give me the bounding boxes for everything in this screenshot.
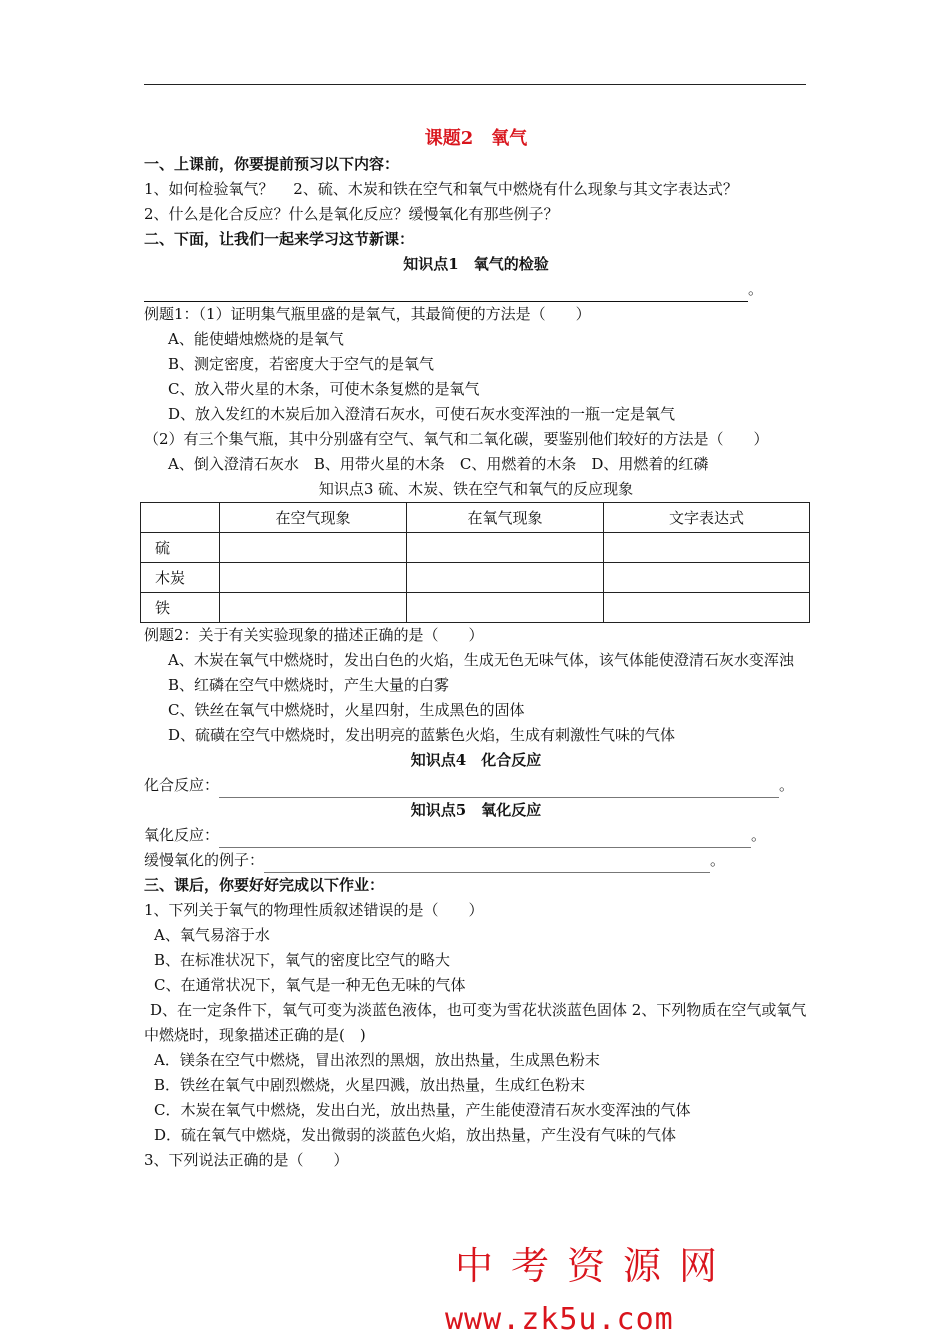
example1-part2: （2）有三个集气瓶，其中分别盛有空气、氧气和二氧化碳，要鉴别他们较好的方法是（ ） <box>144 430 769 448</box>
table-row <box>141 533 810 563</box>
homework-q1-option-a: A、氧气易溶于水 <box>154 926 270 944</box>
kp1-blank[interactable] <box>144 283 748 302</box>
table-row <box>141 593 810 623</box>
example2-stem: 例题2：关于有关实验现象的描述正确的是（ ） <box>144 626 484 644</box>
example1-option-c: C、放入带火星的木条，可使木条复燃的是氧气 <box>168 380 480 398</box>
kp4-blank[interactable] <box>219 781 779 798</box>
kp1-answer-line <box>144 277 808 302</box>
example1-stem: 例题1：（1）证明集气瓶里盛的是氧气，其最简便的方法是（ ） <box>144 305 591 323</box>
footer-url-link[interactable]: www.zk5u.com <box>445 1302 674 1337</box>
kp4-label: 化合反应： <box>144 776 220 794</box>
kp5-answer-line-2 <box>144 848 808 873</box>
section3-heading: 三、课后，你要好好完成以下作业： <box>144 876 385 894</box>
homework-q1-stem: 1、下列关于氧气的物理性质叙述错误的是（ ） <box>144 901 484 919</box>
homework-q1-option-b: B、在标准状况下，氧气的密度比空气的略大 <box>154 951 451 969</box>
section2-heading: 二、下面，让我们一起来学习这节新课： <box>144 230 415 248</box>
homework-q2-option-d: D．硫在氧气中燃烧，发出微弱的淡蓝色火焰，放出热量，产生没有气味的气体 <box>154 1126 677 1144</box>
homework-q1-option-d: D、在一定条件下，氧气可变为淡蓝色液体，也可变为雪花状淡蓝色固体 2、下列物质在空气或氧气中燃烧时，现象描述正确的是( ) <box>144 1001 807 1044</box>
example1-option-b: B、测定密度，若密度大于空气的是氧气 <box>168 355 435 373</box>
homework-q2-option-b: B．铁丝在氧气中剧烈燃烧，火星四溅，放出热量，生成红色粉末 <box>154 1076 586 1094</box>
homework-q2-option-c: C．木炭在氧气中燃烧，发出白光，放出热量，产生能使澄清石灰水变浑浊的气体 <box>154 1101 691 1119</box>
table-row-label: 木炭 <box>141 563 220 593</box>
example1-option-d: D、放入发红的木炭后加入澄清石灰水，可使石灰水变浑浊的一瓶一定是氧气 <box>168 405 676 423</box>
table-cell[interactable] <box>220 593 407 623</box>
knowledge-point-1-title: 知识点1 氧气的检验 <box>403 255 549 273</box>
table-cell[interactable] <box>604 563 810 593</box>
example2-option-b: B、红磷在空气中燃烧时，产生大量的白雾 <box>168 676 450 694</box>
kp5-period-1: 。 <box>751 826 767 844</box>
table-header-row <box>141 503 810 533</box>
table-cell[interactable] <box>407 563 604 593</box>
kp4-answer-line <box>144 773 808 798</box>
kp4-period: 。 <box>779 776 795 794</box>
table-cell[interactable] <box>220 563 407 593</box>
table-header-cell: 在空气现象 <box>220 503 407 533</box>
table-cell[interactable] <box>604 593 810 623</box>
reaction-table <box>140 502 810 623</box>
kp5-answer-line-1 <box>144 823 808 848</box>
table-row-label: 铁 <box>141 593 220 623</box>
example2-option-a: A、木炭在氧气中燃烧时，发出白色的火焰，生成无色无味气体，该气体能使澄清石灰水变浑浊 <box>168 651 794 669</box>
table-header-cell: 文字表达式 <box>604 503 810 533</box>
example2-option-d: D、硫磺在空气中燃烧时，发出明亮的蓝紫色火焰，生成有刺激性气味的气体 <box>168 726 676 744</box>
table-cell[interactable] <box>407 593 604 623</box>
kp5-blank-1[interactable] <box>219 831 751 848</box>
kp1-period: 。 <box>748 280 764 298</box>
knowledge-point-5-title: 知识点5 氧化反应 <box>410 801 542 819</box>
table-cell[interactable] <box>220 533 407 563</box>
kp5-blank-2[interactable] <box>264 856 710 873</box>
homework-q2-option-a: A．镁条在空气中燃烧，冒出浓烈的黑烟，放出热量，生成黑色粉末 <box>154 1051 600 1069</box>
table-cell[interactable] <box>407 533 604 563</box>
knowledge-point-4-title: 知识点4 化合反应 <box>410 751 542 769</box>
header-rule <box>144 84 806 85</box>
table-cell[interactable] <box>604 533 810 563</box>
kp5-label-1: 氧化反应： <box>144 826 220 844</box>
preview-question-2: 2、什么是化合反应？什么是氧化反应？缓慢氧化有那些例子？ <box>144 205 559 223</box>
homework-q3-stem: 3、下列说法正确的是（ ） <box>144 1151 349 1169</box>
homework-q1-option-c: C、在通常状况下，氧气是一种无色无味的气体 <box>154 976 466 994</box>
worksheet <box>144 126 808 1173</box>
example1-option-a: A、能使蜡烛燃烧的是氧气 <box>168 330 344 348</box>
table-header-cell <box>141 503 220 533</box>
footer-brand: 中考资源网 <box>455 1244 736 1288</box>
example2-option-c: C、铁丝在氧气中燃烧时，火星四射，生成黑色的固体 <box>168 701 525 719</box>
preview-question-1: 1、如何检验氧气？ 2、硫、木炭和铁在空气和氧气中燃烧有什么现象与其文字表达式？ <box>144 180 738 198</box>
table-header-cell: 在氧气现象 <box>407 503 604 533</box>
example1-part2-options: A、倒入澄清石灰水 B、用带火星的木条 C、用燃着的木条 D、用燃着的红磷 <box>168 455 709 473</box>
kp5-period-2: 。 <box>710 851 726 869</box>
kp5-label-2: 缓慢氧化的例子： <box>144 851 265 869</box>
knowledge-point-3-title: 知识点3 硫、木炭、铁在空气和氧气的反应现象 <box>318 480 634 498</box>
page-title: 课题2 氧气 <box>424 128 528 149</box>
table-row <box>141 563 810 593</box>
table-row-label: 硫 <box>141 533 220 563</box>
section1-heading: 一、上课前，你要提前预习以下内容： <box>144 155 400 173</box>
